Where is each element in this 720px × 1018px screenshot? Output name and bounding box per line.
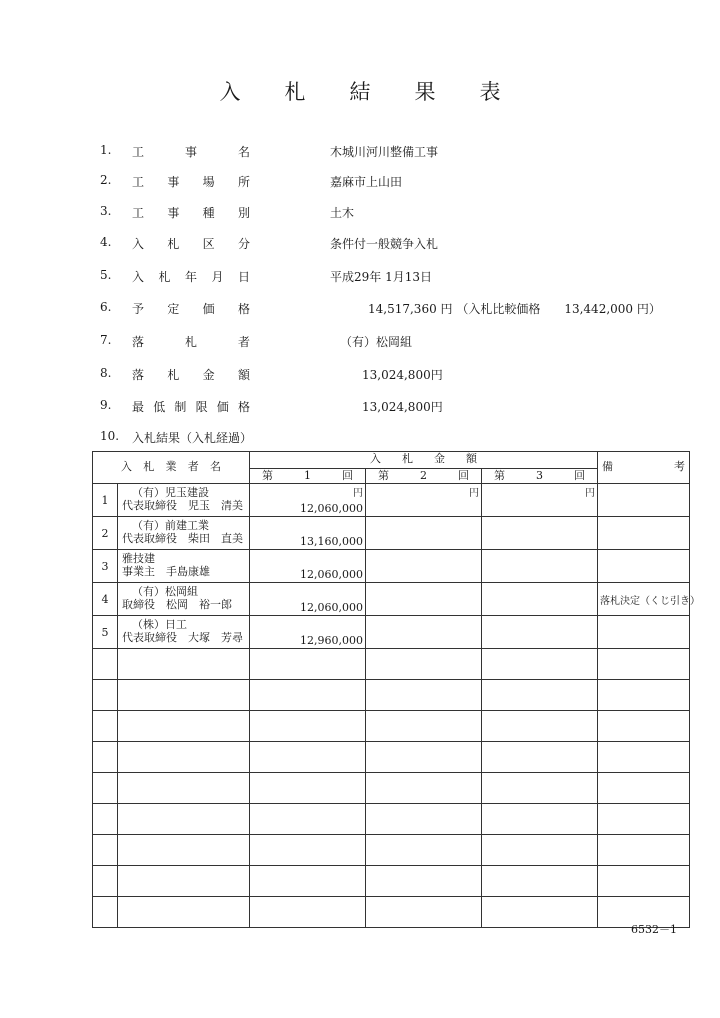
info-row: [0, 333, 720, 355]
company-name: （有）松岡組: [132, 585, 198, 598]
empty-cell: [93, 773, 118, 804]
representative: 代表取締役 柴田 直美: [122, 532, 243, 545]
info-number: 10.: [100, 429, 120, 443]
info-value: 条件付一般競争入札: [330, 237, 439, 251]
representative: 事業主 手島康雄: [122, 565, 210, 578]
row-number: 4: [93, 583, 118, 616]
info-value: 14,517,360 円 （入札比較価格 13,442,000 円）: [368, 302, 661, 316]
info-label-char: 額: [237, 368, 250, 382]
empty-cell: [366, 835, 482, 866]
empty-cell: [482, 649, 598, 680]
empty-cell: [93, 680, 118, 711]
amount-cell: [482, 550, 598, 583]
company-name: 雅技建: [122, 552, 155, 565]
empty-cell: [366, 649, 482, 680]
header-char: 入: [370, 452, 381, 465]
header-char: 業: [165, 460, 177, 473]
info-label-char: 金: [202, 368, 215, 382]
info-label-char: 入: [132, 270, 145, 284]
amount-cell: [366, 616, 482, 649]
bidder-cell: [118, 550, 250, 583]
header-note: [598, 452, 690, 484]
info-label-char: 最: [132, 400, 145, 414]
representative: 取締役 松岡 裕一郎: [122, 598, 232, 611]
info-label: 入札結果（入札経過）: [132, 431, 253, 445]
empty-cell: [598, 649, 690, 680]
representative: 代表取締役 大塚 芳尋: [122, 631, 243, 644]
info-label-char: 予: [132, 302, 145, 316]
info-label: [132, 143, 250, 160]
amount-cell: [366, 583, 482, 616]
info-label-char: 価: [216, 400, 229, 414]
empty-cell: [93, 742, 118, 773]
header-bidder: [93, 452, 250, 484]
info-value: 嘉麻市上山田: [330, 175, 403, 189]
info-label-char: 月: [211, 270, 224, 284]
table-row: [93, 583, 690, 616]
info-label-char: 格: [237, 302, 250, 316]
info-label: [132, 204, 250, 221]
bid-amount: 12,060,000: [300, 568, 363, 581]
bid-amount: 13,160,000: [300, 535, 363, 548]
representative: 代表取締役 児玉 清美: [122, 499, 243, 512]
info-label-char: 定: [167, 302, 180, 316]
amount-cell: [366, 517, 482, 550]
empty-cell: [482, 835, 598, 866]
amount-cell: [482, 517, 598, 550]
empty-cell: [118, 649, 250, 680]
amount-cell: [482, 583, 598, 616]
info-label-char: 工: [132, 175, 145, 189]
info-label-char: 別: [237, 206, 250, 220]
header-round-3: [482, 469, 598, 484]
bid-amount: 12,060,000: [300, 601, 363, 614]
info-label-char: 名: [237, 145, 250, 159]
info-label: [132, 300, 250, 317]
company-name: （有）前建工業: [132, 519, 209, 532]
info-row: [0, 366, 720, 388]
info-number: 1.: [100, 143, 112, 157]
table-row: [93, 517, 690, 550]
header-char: 金: [434, 452, 445, 465]
empty-cell: [366, 773, 482, 804]
info-label: [132, 173, 250, 190]
empty-cell: [118, 742, 250, 773]
info-value: 13,024,800円: [362, 368, 443, 382]
header-round-2: [366, 469, 482, 484]
amount-cell: [366, 484, 482, 517]
header-amount: [250, 452, 598, 469]
empty-cell: [93, 866, 118, 897]
empty-cell: [118, 897, 250, 928]
header-char: 入: [121, 460, 132, 473]
info-row: [0, 300, 720, 322]
info-label-char: 低: [153, 400, 166, 414]
empty-cell: [118, 680, 250, 711]
header-char: 備: [602, 460, 613, 473]
info-label-char: 年: [184, 270, 197, 284]
empty-cell: [93, 835, 118, 866]
empty-cell: [118, 773, 250, 804]
info-number: 6.: [100, 300, 112, 314]
info-label-char: 落: [132, 335, 145, 349]
empty-cell: [598, 680, 690, 711]
row-number: 5: [93, 616, 118, 649]
info-label-char: 区: [202, 237, 215, 251]
info-value: （有）松岡組: [340, 335, 413, 349]
empty-cell: [250, 711, 366, 742]
info-label-char: 落: [132, 368, 145, 382]
empty-cell: [366, 680, 482, 711]
info-label: [132, 268, 250, 285]
empty-cell: [250, 804, 366, 835]
empty-cell: [118, 866, 250, 897]
empty-cell: [482, 742, 598, 773]
info-label-char: 日: [237, 270, 250, 284]
empty-cell: [598, 866, 690, 897]
info-number: 2.: [100, 173, 112, 187]
info-label-char: 所: [237, 175, 250, 189]
company-name: （有）児玉建設: [132, 486, 209, 499]
header-round-1: [250, 469, 366, 484]
empty-cell: [250, 773, 366, 804]
header-char: 第: [378, 469, 389, 482]
info-number: 7.: [100, 333, 112, 347]
info-label-char: 事: [184, 145, 197, 159]
header-char: 2: [420, 469, 427, 482]
amount-cell: [250, 583, 366, 616]
info-number: 3.: [100, 204, 112, 218]
note-cell: 落札決定（くじ引き）: [598, 583, 690, 616]
empty-cell: [598, 711, 690, 742]
header-char: 考: [674, 460, 685, 473]
info-label-char: 種: [202, 206, 215, 220]
amount-cell: [366, 550, 482, 583]
info-label-char: 場: [202, 175, 215, 189]
yen-unit: 円: [585, 488, 595, 499]
empty-cell: [598, 804, 690, 835]
yen-unit: 円: [353, 488, 363, 499]
info-label-char: 入: [132, 237, 145, 251]
yen-unit: 円: [469, 488, 479, 499]
header-char: 第: [494, 469, 505, 482]
info-label: [132, 235, 250, 252]
info-label-char: 札: [167, 368, 180, 382]
bid-amount: 12,960,000: [300, 634, 363, 647]
empty-cell: [482, 804, 598, 835]
info-label-char: 分: [237, 237, 250, 251]
info-label: [132, 398, 250, 415]
empty-cell: [250, 866, 366, 897]
header-char: 回: [574, 469, 585, 482]
empty-cell: [250, 742, 366, 773]
empty-row: [93, 711, 690, 742]
page-number: 6532－1: [631, 923, 677, 936]
amount-cell: [250, 484, 366, 517]
info-label-char: 事: [167, 206, 180, 220]
info-row: [0, 429, 720, 451]
row-number: 1: [93, 484, 118, 517]
amount-cell: [250, 517, 366, 550]
bidder-cell: [118, 583, 250, 616]
info-label-char: 工: [132, 145, 145, 159]
info-row: [0, 235, 720, 257]
header-char: 1: [304, 469, 311, 482]
info-value: 木城川河川整備工事: [330, 145, 439, 159]
note-cell: [598, 484, 690, 517]
amount-cell: [250, 616, 366, 649]
empty-cell: [93, 804, 118, 835]
empty-row: [93, 866, 690, 897]
info-label-char: 限: [195, 400, 208, 414]
info-number: 5.: [100, 268, 112, 282]
header-char: 回: [342, 469, 353, 482]
empty-cell: [250, 680, 366, 711]
header-char: 第: [262, 469, 273, 482]
header-char: 額: [466, 452, 477, 465]
empty-cell: [482, 680, 598, 711]
info-row: [0, 268, 720, 290]
note-cell: [598, 517, 690, 550]
header-char: 札: [143, 460, 155, 473]
empty-cell: [93, 649, 118, 680]
header-char: 回: [458, 469, 469, 482]
empty-cell: [250, 835, 366, 866]
info-label-char: 工: [132, 206, 145, 220]
note-cell: [598, 616, 690, 649]
bidder-cell: [118, 517, 250, 550]
table-row: [93, 484, 690, 517]
empty-cell: [93, 897, 118, 928]
info-label-char: 者: [237, 335, 250, 349]
empty-cell: [598, 835, 690, 866]
empty-row: [93, 804, 690, 835]
empty-cell: [366, 866, 482, 897]
info-value: 土木: [330, 206, 355, 220]
header-char: 札: [402, 452, 413, 465]
info-label-char: 価: [202, 302, 215, 316]
row-number: 2: [93, 517, 118, 550]
info-number: 9.: [100, 398, 112, 412]
empty-cell: [482, 711, 598, 742]
amount-cell: [482, 484, 598, 517]
empty-cell: [482, 897, 598, 928]
company-name: （株）日工: [132, 618, 187, 631]
empty-cell: [598, 773, 690, 804]
info-value: 平成29年 1月13日: [330, 270, 432, 284]
empty-row: [93, 773, 690, 804]
row-number: 3: [93, 550, 118, 583]
info-row: [0, 398, 720, 420]
info-label-char: 格: [237, 400, 250, 414]
empty-cell: [366, 711, 482, 742]
amount-cell: [482, 616, 598, 649]
empty-cell: [482, 773, 598, 804]
info-label: [132, 333, 250, 350]
empty-row: [93, 835, 690, 866]
info-label-char: 事: [167, 175, 180, 189]
table-row: [93, 550, 690, 583]
header-char: 名: [210, 460, 221, 473]
bidder-cell: [118, 616, 250, 649]
empty-cell: [366, 742, 482, 773]
bid-amount: 12,060,000: [300, 502, 363, 515]
info-label-char: 制: [174, 400, 187, 414]
empty-row: [93, 649, 690, 680]
info-label-char: 札: [184, 335, 197, 349]
empty-cell: [93, 711, 118, 742]
empty-row: [93, 742, 690, 773]
header-char: 者: [187, 460, 199, 473]
header-char: 3: [536, 469, 543, 482]
empty-cell: [482, 866, 598, 897]
empty-cell: [366, 804, 482, 835]
empty-row: [93, 897, 690, 928]
page-title: 入札結果表: [219, 80, 545, 104]
info-label-char: 札: [167, 237, 180, 251]
bidder-cell: [118, 484, 250, 517]
info-row: [0, 173, 720, 195]
empty-cell: [118, 835, 250, 866]
info-number: 8.: [100, 366, 112, 380]
empty-cell: [118, 711, 250, 742]
amount-cell: [250, 550, 366, 583]
empty-cell: [118, 804, 250, 835]
note-cell: [598, 550, 690, 583]
empty-cell: [598, 742, 690, 773]
info-row: [0, 143, 720, 165]
empty-cell: [250, 649, 366, 680]
info-number: 4.: [100, 235, 112, 249]
bid-results-table: [92, 451, 700, 928]
empty-row: [93, 680, 690, 711]
info-label: [132, 366, 250, 383]
info-row: [0, 204, 720, 226]
empty-cell: [366, 897, 482, 928]
table-row: [93, 616, 690, 649]
info-label-char: 札: [158, 270, 171, 284]
empty-cell: [250, 897, 366, 928]
info-value: 13,024,800円: [362, 400, 443, 414]
